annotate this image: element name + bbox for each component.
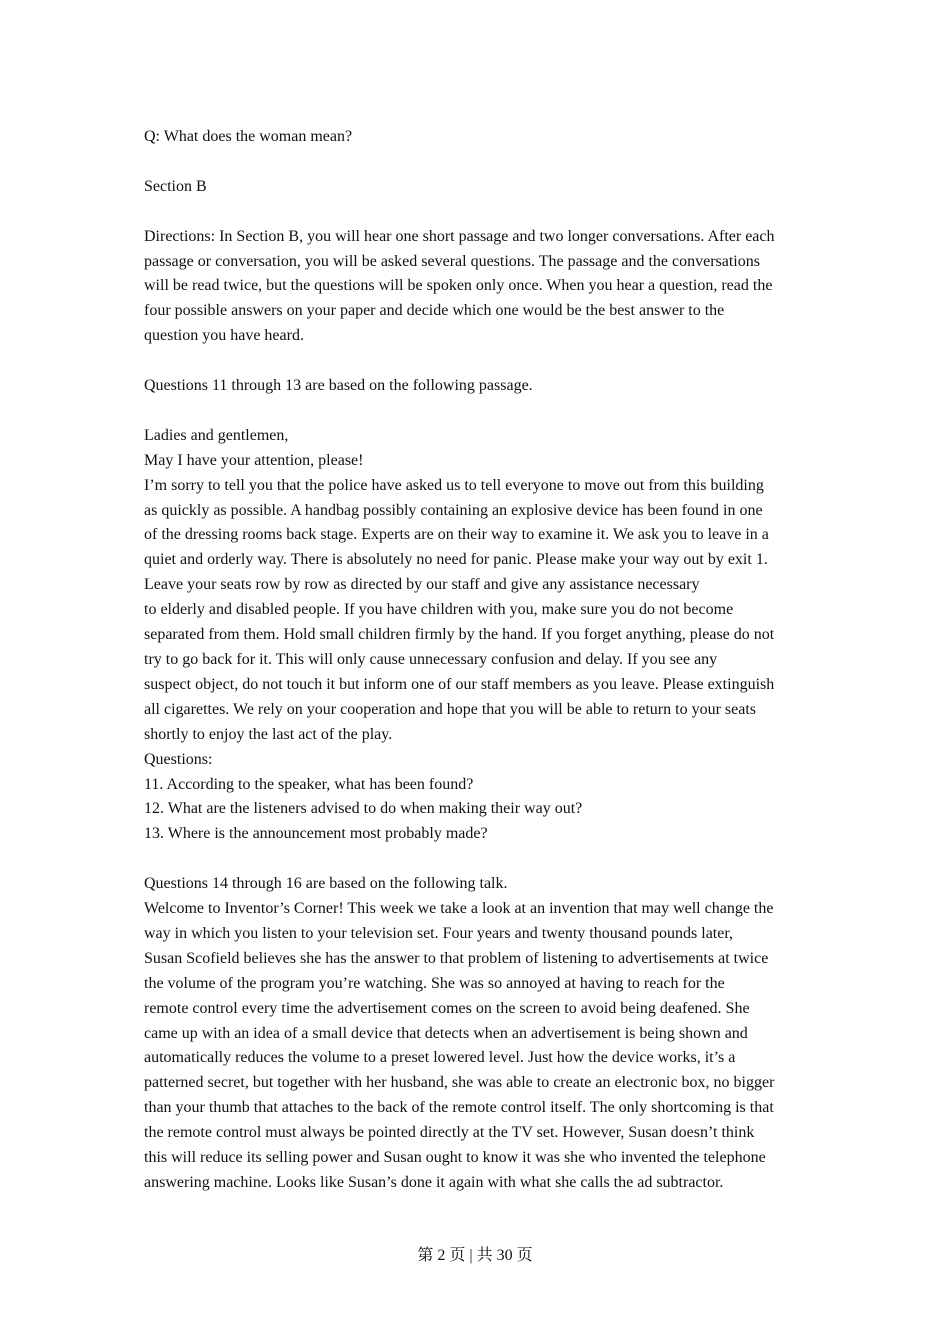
passage2-line: automatically reduces the volume to a preset lowered level. Just how the device works, it’s a <box>144 1049 736 1067</box>
passage1-line: quiet and orderly way. There is absolutely no need for panic. Please make your way out by exit 1. <box>144 551 768 569</box>
question-item: 12. What are the listeners advised to do when making their way out? <box>144 800 583 818</box>
passage1-line: shortly to enjoy the last act of the play. <box>144 725 393 743</box>
passage2-line: this will reduce its selling power and Susan ought to know it was she who invented the telephone <box>144 1149 766 1167</box>
passage2-line: Susan Scofield believes she has the answer to that problem of listening to advertisements at twice <box>144 949 769 967</box>
previous-question: Q: What does the woman mean? <box>144 128 353 145</box>
passage2-line: than your thumb that attaches to the back of the remote control itself. The only shortcoming is that <box>144 1099 774 1117</box>
questions-label: Questions: <box>144 750 213 768</box>
directions-line: will be read twice, but the questions will be spoken only once. When you hear a question, read the <box>144 277 773 295</box>
passage2-text <box>144 897 808 1196</box>
passage1-line: suspect object, do not touch it but inform one of our staff members as you leave. Please extinguish <box>144 675 775 693</box>
passage1-line: as quickly as possible. A handbag possibly containing an explosive device has been found in one <box>144 501 763 519</box>
passage2-line: answering machine. Looks like Susan’s done it again with what she calls the ad subtractor. <box>144 1173 724 1191</box>
passage1-line: Leave your seats row by row as directed by our staff and give any assistance necessary <box>144 576 700 594</box>
passage2-line: way in which you listen to your television set. Four years and twenty thousand pounds later, <box>144 924 734 942</box>
directions-line: Directions: In Section B, you will hear one short passage and two longer conversations. After each <box>144 227 775 245</box>
page-footer: 第 2 页 | 共 30 页 <box>417 1247 533 1264</box>
question-item: 13. Where is the announcement most probably made? <box>144 825 488 843</box>
passage2-line: remote control every time the advertisement comes on the screen to avoid being deafened. She <box>144 999 750 1017</box>
passage1-line: separated from them. Hold small children firmly by the hand. If you forget anything, please do not <box>144 626 775 644</box>
passage1-line: I’m sorry to tell you that the police have asked us to tell everyone to move out from this building <box>144 476 764 494</box>
passage2-line: Welcome to Inventor’s Corner! This week we take a look at an invention that may well change the <box>144 900 774 918</box>
passage1-line: to elderly and disabled people. If you have children with you, make sure you do not become <box>144 601 734 619</box>
passage2-line: the remote control must always be pointed directly at the TV set. However, Susan doesn’t think <box>144 1124 755 1142</box>
directions-paragraph <box>144 225 808 350</box>
passage1-line: all cigarettes. We rely on your cooperation and hope that you will be able to return to your seats <box>144 700 757 718</box>
passage1-line: May I have your attention, please! <box>144 451 364 469</box>
passage1-intro: Questions 11 through 13 are based on the following passage. <box>144 377 533 395</box>
directions-line: passage or conversation, you will be asked several questions. The passage and the conversations <box>144 252 760 270</box>
passage2-intro: Questions 14 through 16 are based on the following talk. <box>144 875 508 893</box>
question-item: 11. According to the speaker, what has been found? <box>144 775 474 793</box>
document-body <box>144 125 808 1196</box>
directions-line: question you have heard. <box>144 327 304 345</box>
passage2-line: patterned secret, but together with her husband, she was able to create an electronic box, no bigger <box>144 1074 775 1092</box>
directions-line: four possible answers on your paper and decide which one would be the best answer to the <box>144 302 725 320</box>
passage2-line: came up with an idea of a small device that detects when an advertisement is being shown and <box>144 1024 748 1042</box>
passage1-line: of the dressing rooms back stage. Experts are on their way to examine it. We ask you to leave in a <box>144 526 769 544</box>
passage1-line: Ladies and gentlemen, <box>144 426 289 444</box>
passage2-line: the volume of the program you’re watching. She was so annoyed at having to reach for the <box>144 974 725 992</box>
section-title: Section B <box>144 177 207 195</box>
passage1-line: try to go back for it. This will only cause unnecessary confusion and delay. If you see any <box>144 650 718 668</box>
question-list <box>144 773 808 848</box>
passage1-text <box>144 424 808 748</box>
